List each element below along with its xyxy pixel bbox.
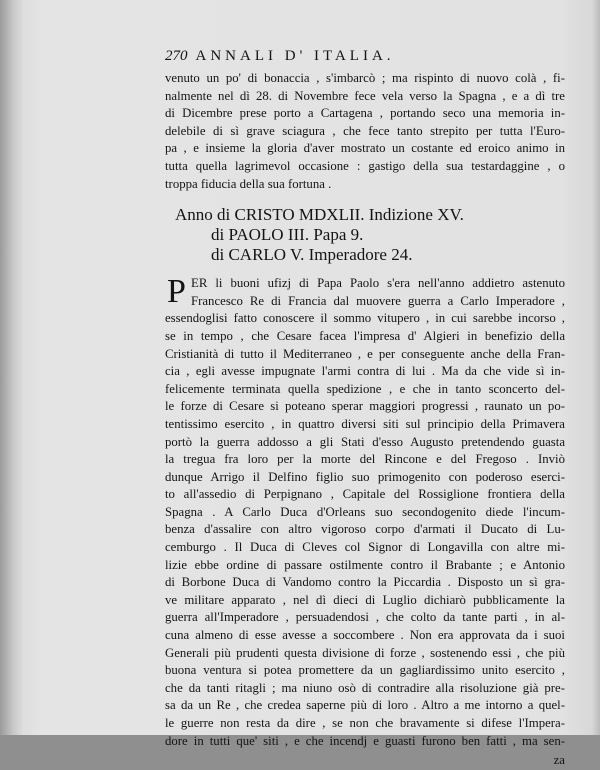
text-line: felicemente terminata quella spedizione , e che in tanto sconcerto del- xyxy=(165,381,565,396)
text-line: ER li buoni ufizj di Papa Paolo s'era nell'anno addietro astenuto xyxy=(191,276,565,291)
binding-gutter xyxy=(0,0,22,735)
heading-line-year: Anno di CRISTO MDXLII. Indizione XV. xyxy=(175,205,464,225)
heading-line-pope: di PAOLO III. Papa 9. xyxy=(211,225,364,245)
text-line: ve militare apparato , nel dì dieci di Luglio dichiarò pubblicamente la xyxy=(165,592,565,607)
text-line: Spagna . A Carlo Duca d'Orleans suo secondogenito diede l'incum- xyxy=(165,504,565,519)
text-line: dunque Arrigo il Delfino figlio suo primogenito con poderoso eserci- xyxy=(165,469,565,484)
text-line: cuna almeno di esse avesse a soccombere . Non era approvata da i suoi xyxy=(165,628,565,643)
text-line: Generali più prudenti questa divisione di forze , sostenendo essi , che più xyxy=(165,645,565,660)
text-line: Francesco Re di Francia dal muovere guerra a Carlo Imperadore , xyxy=(191,293,565,308)
text-line: nalmente nel dì 28. di Novembre fece vela verso la Spagna , e a dì tre xyxy=(165,88,565,103)
text-line: portò la guerra addosso a gli Stati d'esso Augusto pretendendo guasta xyxy=(165,434,565,449)
text-line: benza d'assalire con altro vigoroso corpo d'armati il Ducato di Lu- xyxy=(165,522,565,537)
text-line: lizie ebbe ordine di passare ostilmente contro il Brabante ; e Antonio xyxy=(165,557,565,572)
text-line: di Dicembre prese porto a Cartagena , portando seco una memoria in- xyxy=(165,106,565,121)
text-line: le guerre non resta da dire , se non che bravamente si difese l'Impera- xyxy=(165,716,565,730)
page-text-block xyxy=(165,48,565,770)
drop-cap: P xyxy=(167,273,186,311)
main-paragraph xyxy=(165,275,565,750)
text-line: di Borbone Duca di Vandomo contro la Piccardia . Dispostο un sì gra- xyxy=(165,575,565,590)
text-line: la tregua fra loro per la morte del Rincone e del Fregoso . Inviò xyxy=(165,452,565,467)
text-line: cemburgo . Il Duca di Cleves col Signor di Longavilla con altre mi- xyxy=(165,540,565,555)
text-line: cia , egli avesse impugnate l'armi contra di lui . Ma da che vide sì in- xyxy=(165,364,565,379)
text-line: delebile di sì grave sciagura , che fece tanto strepito per tutta l'Euro- xyxy=(165,123,565,138)
text-line: buona ventura si potea promettere da un gagliardissimo unito esercito , xyxy=(165,663,565,678)
text-line: sa da un Re , che credea saperne più di loro . Altro a me intorno a quel- xyxy=(165,698,565,713)
text-line: Cristianità di tutto il Mediterraneo , e per conseguente anche della Fran- xyxy=(165,346,565,361)
text-line: dore in tutti que' siti , e che incendj e guasti furono ben fatti , ma sen- xyxy=(165,733,565,748)
text-line: venuto un po' di bonaccia , s'imbarcò ; ma rispinto di nuovo colà , fi- xyxy=(165,71,565,85)
text-line: tentissimo esercito , in quattro diversi siti sul principio della Primavera xyxy=(165,416,565,431)
text-line: essendoglisi fatto conoscere il sommo vitupero , in cui sarebbe incorso , xyxy=(165,311,565,326)
heading-line-emperor: di CARLO V. Imperadore 24. xyxy=(211,245,413,265)
text-line: che da tanti ritagli ; ma niuno osò di contradire alla risoluzione già pre- xyxy=(165,680,565,695)
running-head xyxy=(165,48,565,70)
text-line: to all'assedio di Perpignano , Capitale del Rossiglione frontiera della xyxy=(165,487,565,502)
year-heading xyxy=(165,205,565,265)
running-title: ANNALI D' ITALIA. xyxy=(195,48,395,64)
page-number: 270 xyxy=(165,48,188,64)
opening-paragraph xyxy=(165,70,565,193)
text-line: troppa fiducia della sua fortuna . xyxy=(165,176,332,191)
text-line: le forze di Cesare si poteano sperar maggiori progressi , raunato un po- xyxy=(165,399,565,414)
page-edge-shadow xyxy=(592,0,600,735)
text-line: guerra all'Imperadore , persuadendosi , che colto da tante parti , in al- xyxy=(165,610,565,625)
catchword: za xyxy=(553,753,565,768)
body-lines xyxy=(165,310,565,750)
text-line: tutta quella lagrimevol occasione : gastigo della sua testardaggine , o xyxy=(165,158,565,173)
text-line: pa , e insieme la gloria d'aver mostrato un costante ed eroico animo in xyxy=(165,141,565,156)
text-line: se in tempo , che Cesare facea l'impresa d' Algieri in benefizio della xyxy=(165,328,565,343)
